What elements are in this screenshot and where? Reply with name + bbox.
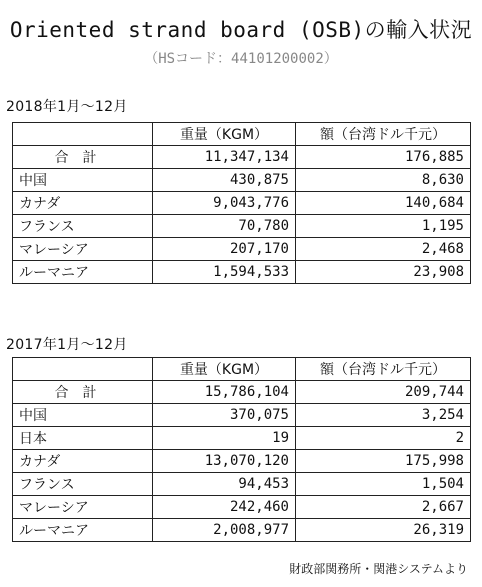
table-row	[13, 519, 471, 542]
table-row	[13, 427, 471, 450]
row-label: ルーマニア	[13, 519, 153, 542]
row-label: ルーマニア	[13, 261, 153, 284]
page-title: Oriented strand board (OSB)の輸入状況	[9, 18, 473, 42]
row-label: マレーシア	[13, 238, 153, 261]
amount-cell: 2	[296, 427, 471, 450]
weight-cell: 94,453	[153, 473, 296, 496]
table-row	[13, 496, 471, 519]
table-row	[13, 215, 471, 238]
source-note: 財政部関務所・関港システムより	[289, 562, 468, 576]
period-2017: 2017年1月〜12月	[6, 337, 128, 353]
row-label: 中国	[13, 169, 153, 192]
table-header-row	[13, 123, 471, 146]
table-row	[13, 169, 471, 192]
table-header-row	[13, 358, 471, 381]
table-row-total	[13, 381, 471, 404]
row-label: フランス	[13, 473, 153, 496]
amount-cell: 1,195	[296, 215, 471, 238]
empty-header-cell	[13, 358, 153, 381]
weight-cell: 70,780	[153, 215, 296, 238]
weight-header: 重量（KGM）	[153, 123, 296, 146]
row-label: 日本	[13, 427, 153, 450]
weight-cell: 370,075	[153, 404, 296, 427]
weight-cell: 430,875	[153, 169, 296, 192]
weight-cell: 207,170	[153, 238, 296, 261]
amount-cell: 140,684	[296, 192, 471, 215]
weight-cell: 242,460	[153, 496, 296, 519]
row-label: マレーシア	[13, 496, 153, 519]
amount-cell: 23,908	[296, 261, 471, 284]
table-row	[13, 450, 471, 473]
weight-cell: 19	[153, 427, 296, 450]
amount-cell: 209,744	[296, 381, 471, 404]
amount-cell: 2,468	[296, 238, 471, 261]
amount-cell: 1,504	[296, 473, 471, 496]
row-label: 中国	[13, 404, 153, 427]
weight-cell: 11,347,134	[153, 146, 296, 169]
row-label: 合計	[13, 146, 153, 169]
table-row	[13, 261, 471, 284]
amount-header: 額（台湾ドル千元）	[296, 123, 471, 146]
table-row-total	[13, 146, 471, 169]
row-label: カナダ	[13, 192, 153, 215]
weight-cell: 9,043,776	[153, 192, 296, 215]
empty-header-cell	[13, 123, 153, 146]
amount-cell: 8,630	[296, 169, 471, 192]
weight-header: 重量（KGM）	[153, 358, 296, 381]
weight-cell: 1,594,533	[153, 261, 296, 284]
amount-header: 額（台湾ドル千元）	[296, 358, 471, 381]
import-table-2017	[12, 357, 471, 542]
weight-cell: 13,070,120	[153, 450, 296, 473]
import-table-2018	[12, 122, 471, 284]
table-row	[13, 192, 471, 215]
row-label: カナダ	[13, 450, 153, 473]
amount-cell: 2,667	[296, 496, 471, 519]
weight-cell: 15,786,104	[153, 381, 296, 404]
table-row	[13, 404, 471, 427]
table-row	[13, 473, 471, 496]
row-label: フランス	[13, 215, 153, 238]
row-label: 合計	[13, 381, 153, 404]
period-2018: 2018年1月〜12月	[6, 99, 128, 115]
amount-cell: 175,998	[296, 450, 471, 473]
amount-cell: 3,254	[296, 404, 471, 427]
table-row	[13, 238, 471, 261]
amount-cell: 26,319	[296, 519, 471, 542]
hs-code-subtitle: （HSコード：44101200002）	[144, 51, 338, 67]
amount-cell: 176,885	[296, 146, 471, 169]
weight-cell: 2,008,977	[153, 519, 296, 542]
